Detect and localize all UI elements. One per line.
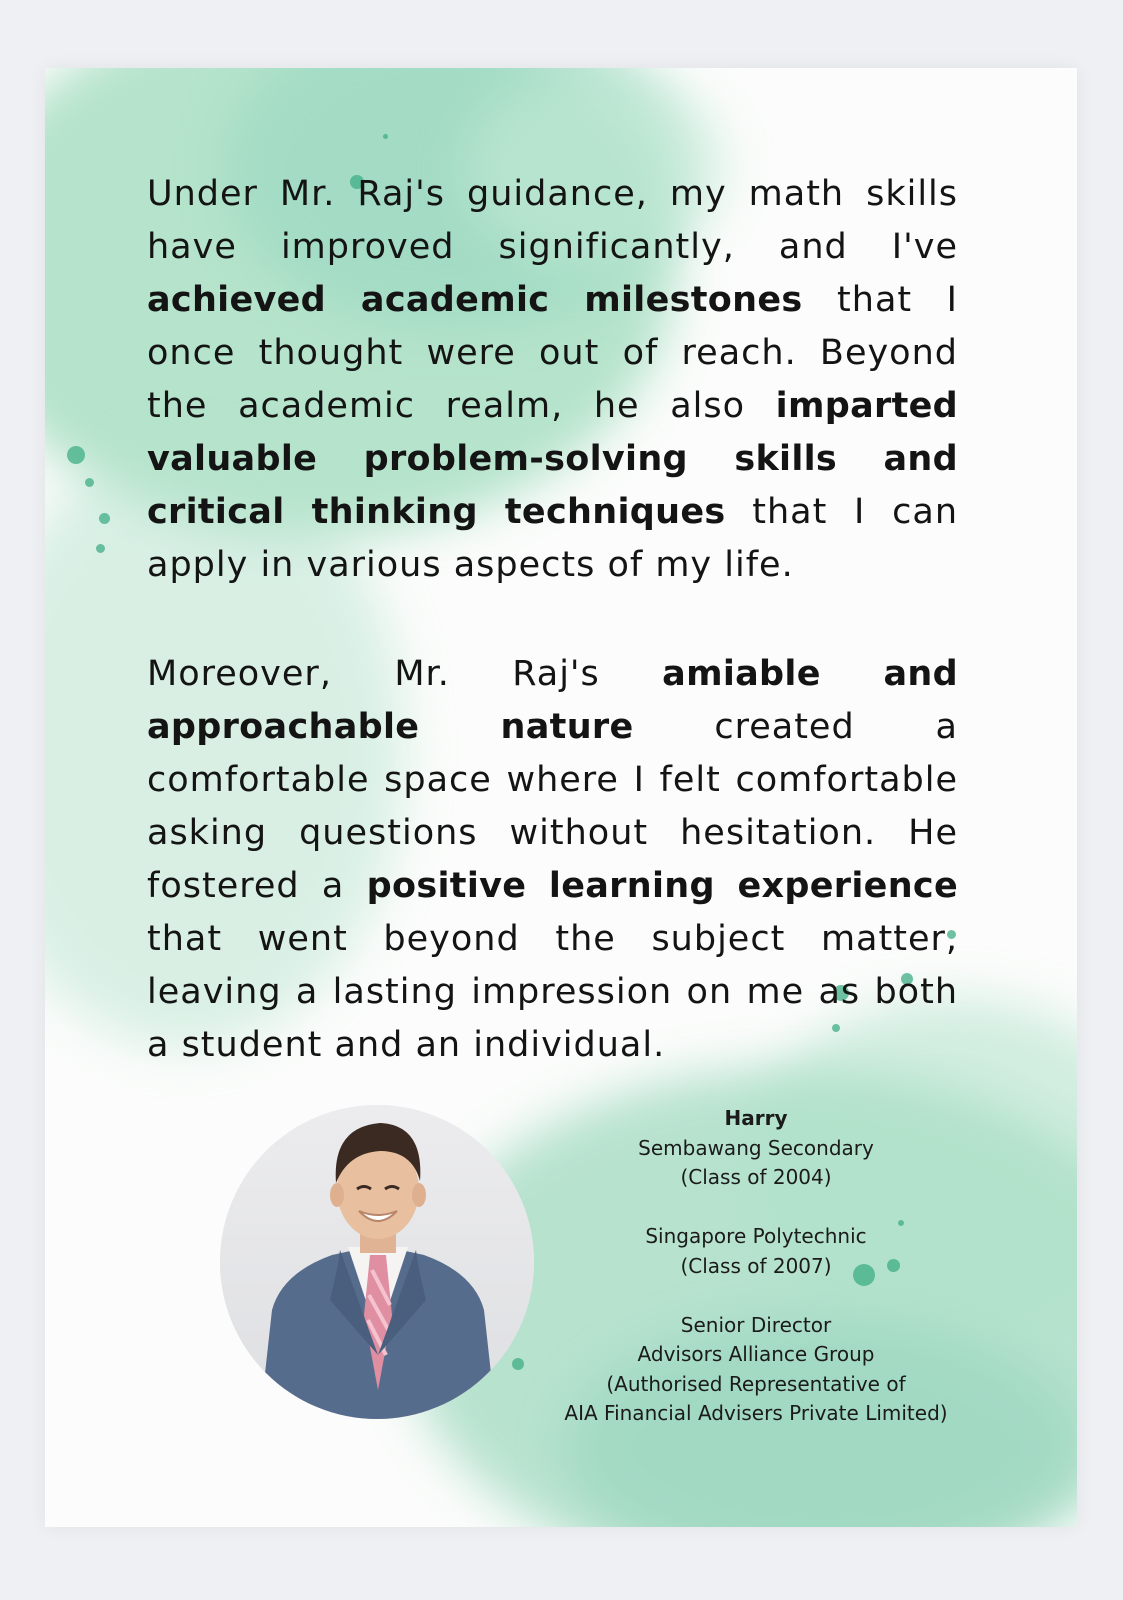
paint-splatter — [383, 134, 388, 139]
author-company: Advisors Alliance Group — [637, 1342, 875, 1366]
paragraph-text: that I once thought were out of reach. Beyond the academic realm, he also — [147, 280, 958, 426]
highlight-text: amiable and approachable nature — [147, 654, 958, 747]
paragraph-text: Moreover, Mr. Raj's — [147, 654, 663, 694]
author-school-2: Singapore Polytechnic — [645, 1224, 867, 1248]
paragraph-text: that went beyond the subject matter, leaving a lasting impression on me as both a student and an individual. — [147, 919, 958, 1065]
author-credit — [535, 1104, 977, 1429]
author-name: Harry — [724, 1106, 788, 1130]
person-illustration — [220, 1105, 534, 1419]
testimonial-paragraph-2 — [147, 648, 958, 1072]
author-job-title: Senior Director — [680, 1312, 832, 1337]
paragraph-text: created a comfortable space where I felt comfortable asking questions without hesitation. He fostered a — [147, 707, 958, 906]
paint-splatter — [67, 446, 85, 464]
paint-splatter — [512, 1358, 524, 1370]
testimonial-paragraph-1 — [147, 168, 958, 592]
paragraph-text: Under Mr. Raj's guidance, my math skills have improved significantly, and I've — [147, 174, 958, 267]
author-photo — [220, 1105, 534, 1419]
highlight-text: imparted valuable problem-solving skills and critical thinking techniques — [147, 386, 958, 532]
paint-splatter — [96, 544, 105, 553]
paint-splatter — [85, 478, 94, 487]
author-rep-line-1: (Authorised Representative of — [606, 1371, 906, 1396]
highlight-text: positive learning experience — [366, 866, 958, 906]
testimonial-page — [45, 68, 1077, 1527]
highlight-text: achieved academic milestones — [147, 280, 803, 320]
author-school-1: Sembawang Secondary — [638, 1135, 874, 1160]
paragraph-text: that I can apply in various aspects of my life. — [147, 492, 958, 585]
author-rep-line-2: AIA Financial Advisers Private Limited) — [564, 1401, 948, 1425]
author-school-1-class: (Class of 2004) — [680, 1165, 832, 1189]
paint-splatter — [99, 513, 110, 524]
author-school-2-class: (Class of 2007) — [680, 1253, 832, 1278]
